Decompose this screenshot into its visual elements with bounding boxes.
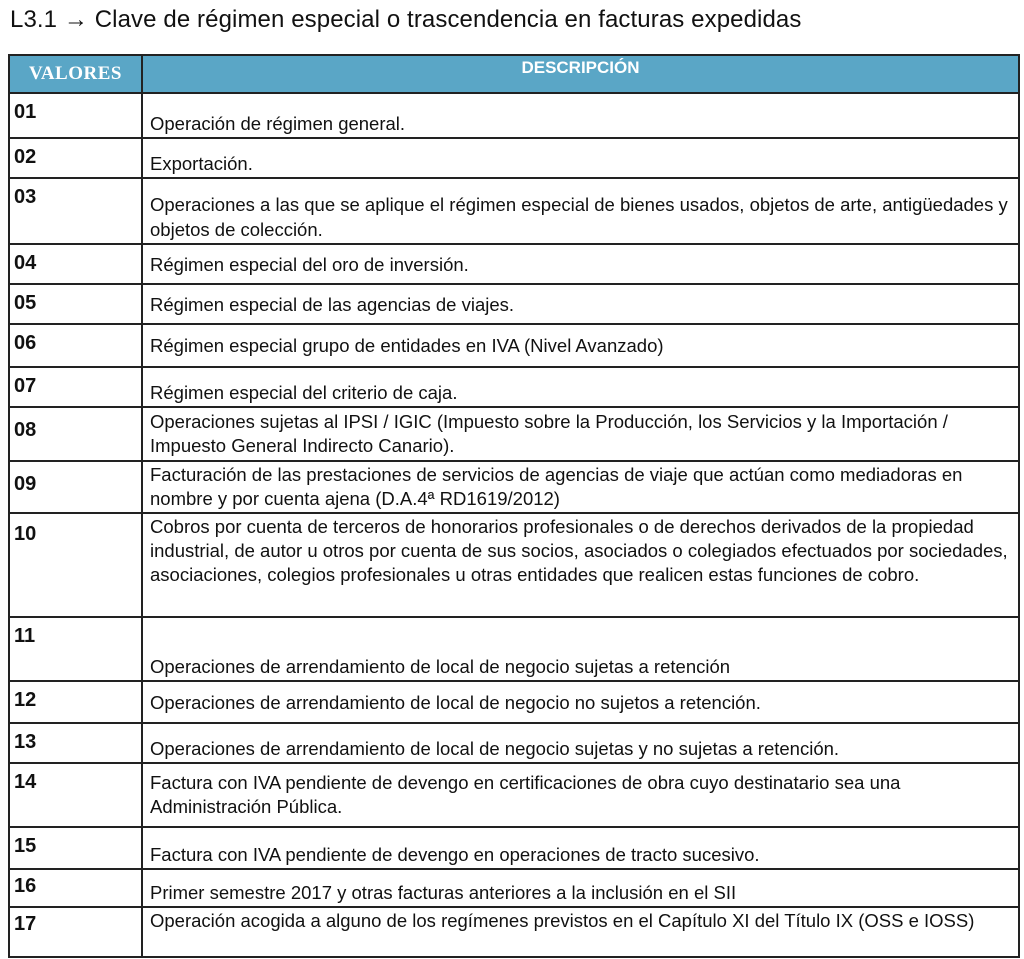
- table-row: [9, 138, 1019, 178]
- table-row: [9, 367, 1019, 407]
- table-row: [9, 284, 1019, 324]
- row-code: 17: [9, 907, 142, 957]
- table-header-row: [9, 55, 1019, 93]
- row-description: Régimen especial del oro de inversión.: [142, 244, 1019, 284]
- row-code: 01: [9, 93, 142, 138]
- row-description: Operaciones sujetas al IPSI / IGIC (Impuesto sobre la Producción, los Servicios y la Importación / Impuesto General Indirecto Canario).: [142, 407, 1019, 461]
- table-row: [9, 244, 1019, 284]
- row-description: Factura con IVA pendiente de devengo en certificaciones de obra cuyo destinatario sea una Administración Pública.: [142, 763, 1019, 827]
- table-row: [9, 617, 1019, 681]
- row-code: 05: [9, 284, 142, 324]
- row-code: 03: [9, 178, 142, 244]
- row-description: Régimen especial del criterio de caja.: [142, 367, 1019, 407]
- row-description: Operaciones de arrendamiento de local de negocio sujetas y no sujetas a retención.: [142, 723, 1019, 763]
- table-row: [9, 907, 1019, 957]
- row-code: 14: [9, 763, 142, 827]
- row-code: 06: [9, 324, 142, 367]
- row-code: 09: [9, 461, 142, 513]
- row-description: Operación de régimen general.: [142, 93, 1019, 138]
- row-description: Operación acogida a alguno de los regímenes previstos en el Capítulo XI del Título IX (OSS e IOSS): [142, 907, 1019, 957]
- row-description: Operaciones de arrendamiento de local de negocio sujetas a retención: [142, 617, 1019, 681]
- row-code: 07: [9, 367, 142, 407]
- table-row: [9, 178, 1019, 244]
- row-description: Cobros por cuenta de terceros de honorarios profesionales o de derechos derivados de la propiedad industrial, de autor u otros por cuenta de sus socios, asociados o colegiados efectuados por sociedades, asociaciones, colegios profesionales u otras entidades que realicen estas funciones de cobro.: [142, 513, 1019, 617]
- row-code: 11: [9, 617, 142, 681]
- table-row: [9, 681, 1019, 723]
- table-row: [9, 407, 1019, 461]
- row-description: Primer semestre 2017 y otras facturas anteriores a la inclusión en el SII: [142, 869, 1019, 907]
- row-description: Factura con IVA pendiente de devengo en operaciones de tracto sucesivo.: [142, 827, 1019, 869]
- table-row: [9, 763, 1019, 827]
- table-row: [9, 827, 1019, 869]
- table-row: [9, 324, 1019, 367]
- header-descripcion: DESCRIPCIÓN: [142, 55, 1019, 93]
- row-description: Régimen especial de las agencias de viajes.: [142, 284, 1019, 324]
- page-title: L3.1 → Clave de régimen especial o trascendencia en facturas expedidas: [10, 6, 802, 33]
- row-code: 10: [9, 513, 142, 617]
- row-description: Operaciones de arrendamiento de local de negocio no sujetos a retención.: [142, 681, 1019, 723]
- row-code: 02: [9, 138, 142, 178]
- row-code: 15: [9, 827, 142, 869]
- table-row: [9, 461, 1019, 513]
- table-row: [9, 513, 1019, 617]
- row-code: 13: [9, 723, 142, 763]
- table-row: [9, 869, 1019, 907]
- regime-codes-table: [8, 54, 1020, 958]
- row-description: Operaciones a las que se aplique el régimen especial de bienes usados, objetos de arte, antigüedades y objetos de colección.: [142, 178, 1019, 244]
- row-code: 08: [9, 407, 142, 461]
- row-code: 16: [9, 869, 142, 907]
- table-row: [9, 93, 1019, 138]
- header-valores: VALORES: [9, 55, 142, 93]
- row-description: Facturación de las prestaciones de servicios de agencias de viaje que actúan como mediadoras en nombre y por cuenta ajena (D.A.4ª RD1619/2012): [142, 461, 1019, 513]
- row-description: Régimen especial grupo de entidades en IVA (Nivel Avanzado): [142, 324, 1019, 367]
- row-description: Exportación.: [142, 138, 1019, 178]
- table-row: [9, 723, 1019, 763]
- row-code: 04: [9, 244, 142, 284]
- row-code: 12: [9, 681, 142, 723]
